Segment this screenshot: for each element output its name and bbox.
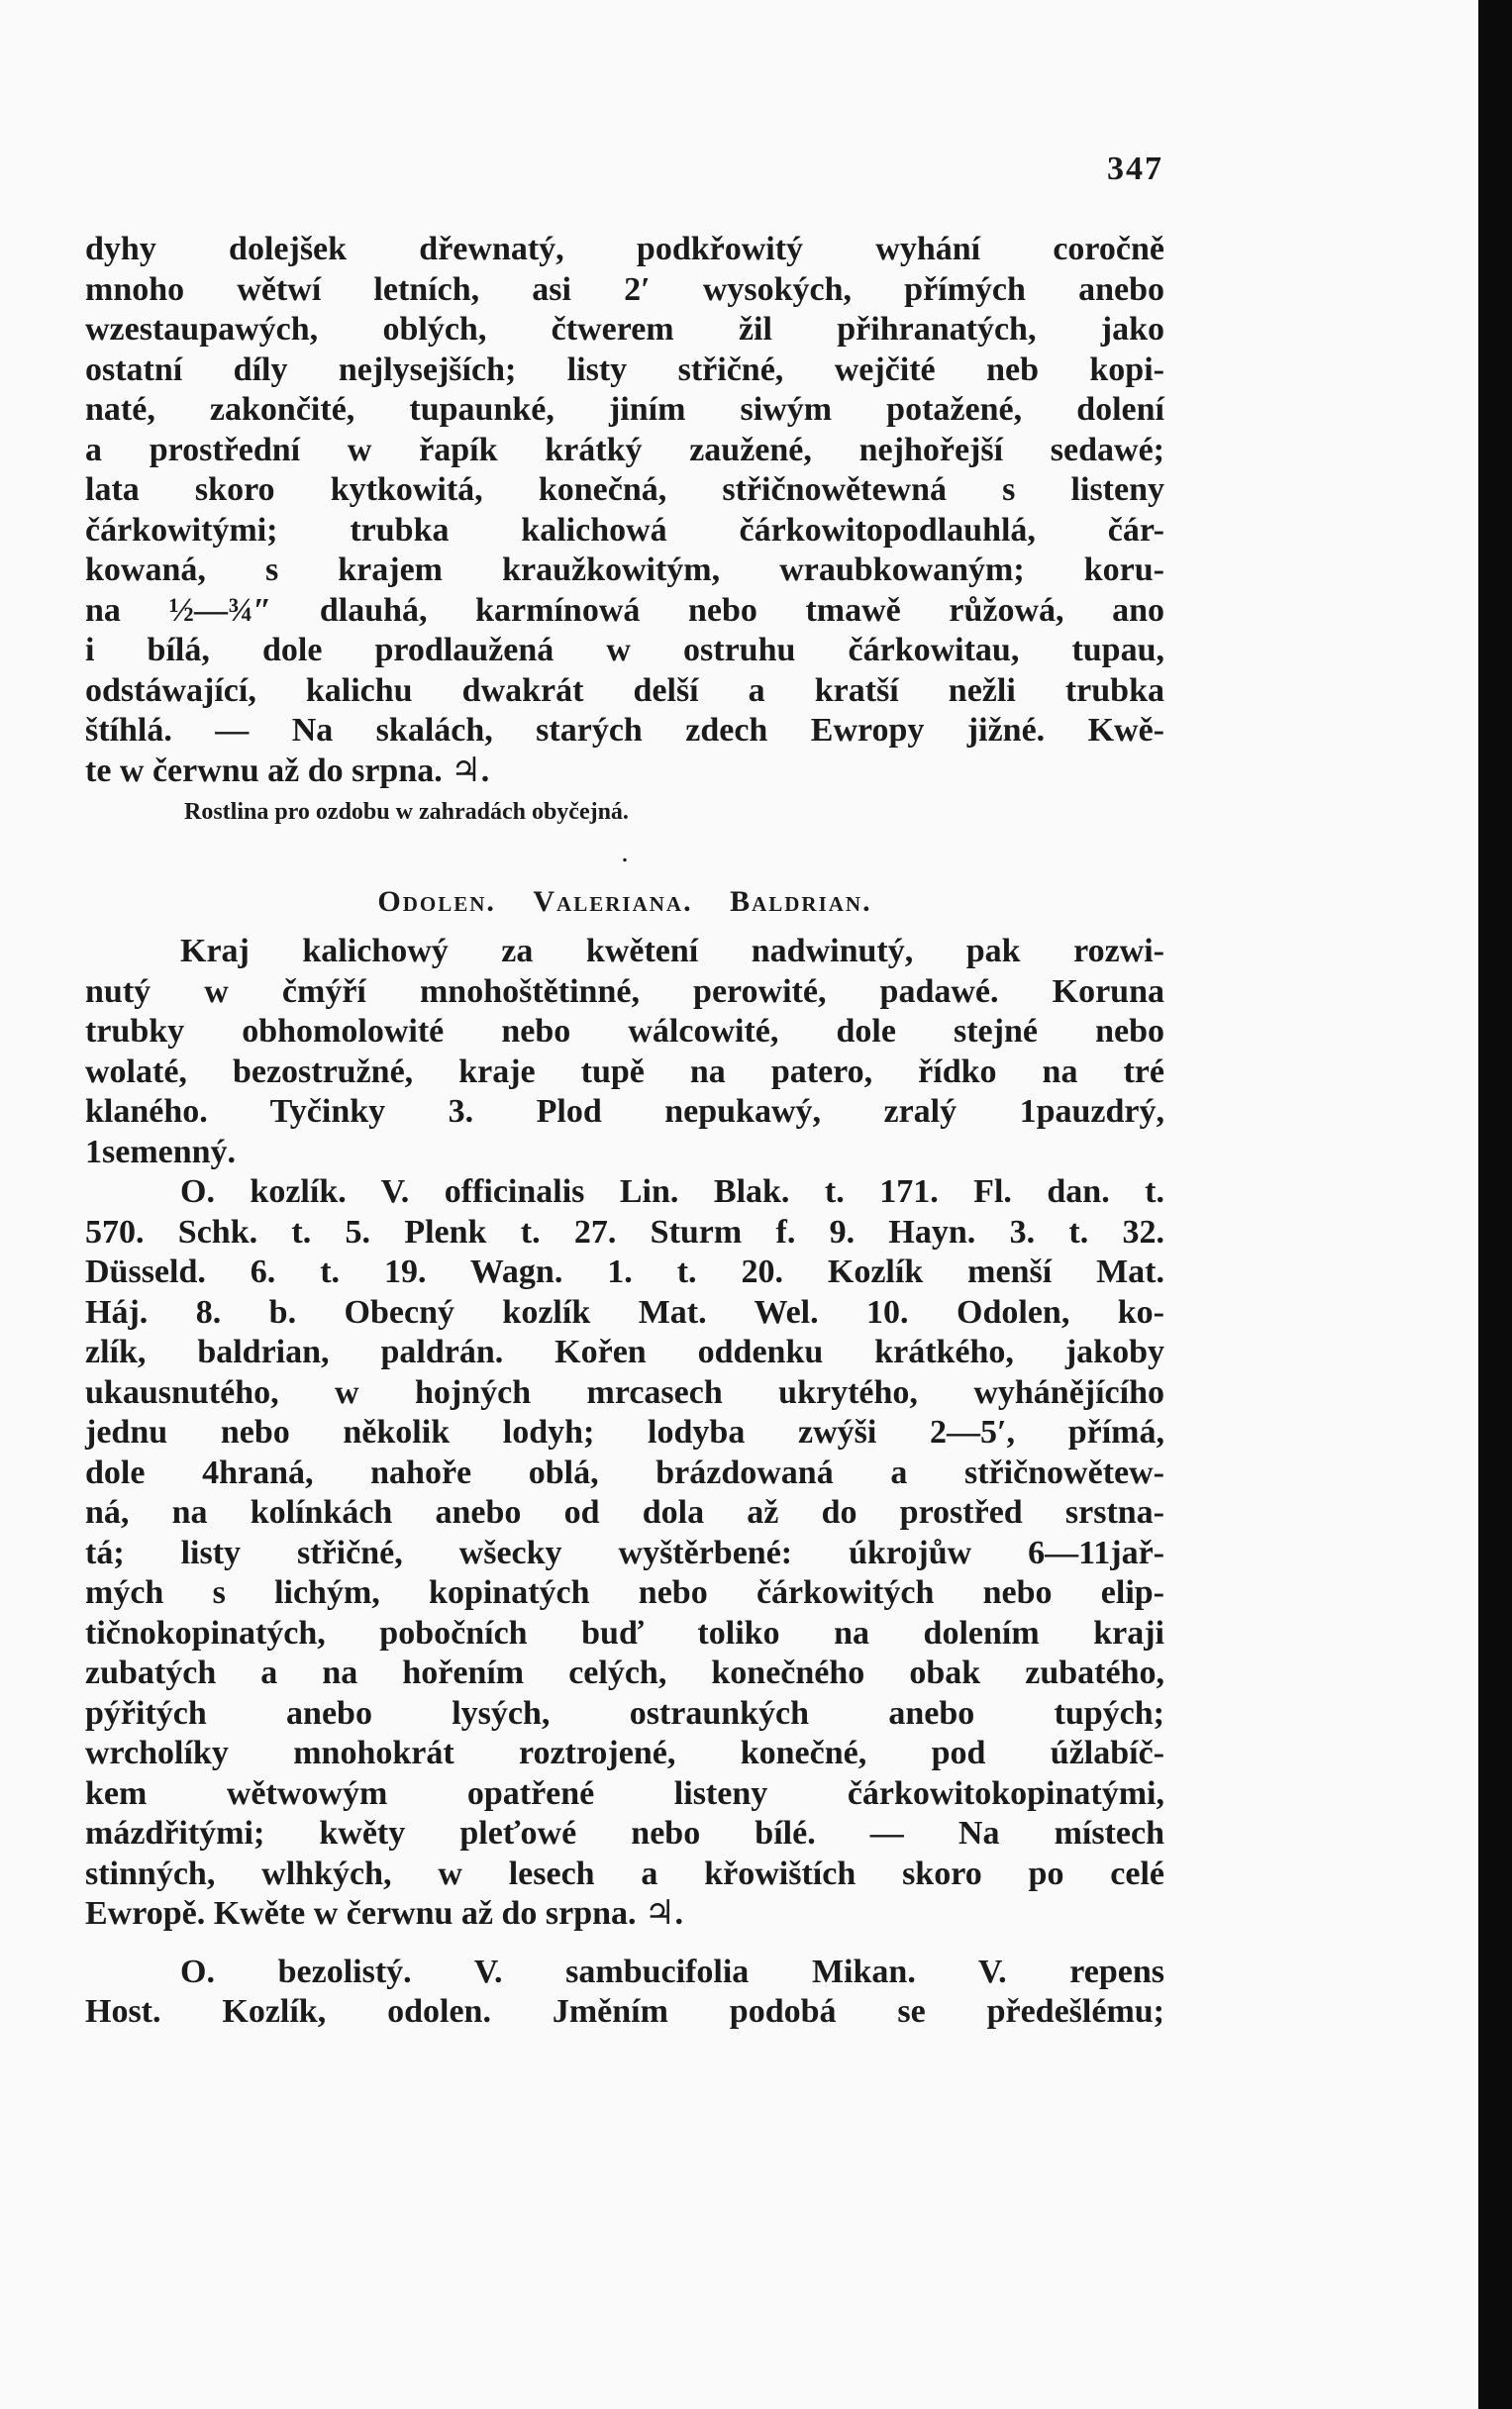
text-line: te w čerwnu až do srpna. ♃. — [85, 752, 490, 789]
text-line: mázdřitými; kwěty pleťowé nebo bílé. — Na místech — [85, 1815, 1164, 1852]
text-line: zubatých a na hořením celých, konečného obak zubatého, — [85, 1655, 1164, 1691]
genus-name-latin: Valeriana. — [533, 885, 693, 918]
text-line: Düsseld. 6. t. 19. Wagn. 1. t. 20. Kozlík menší Mat. — [85, 1254, 1164, 1290]
genus-description — [85, 932, 1164, 1172]
text-line: mnoho wětwí letních, asi 2′ wysokých, přímých anebo — [85, 270, 1164, 308]
species-bezolisty — [85, 1953, 1164, 2033]
text-line: lata skoro kytkowitá, konečná, střičnowětewná s listeny — [85, 471, 1164, 508]
text-line: 1semenný. — [85, 1133, 237, 1170]
text-line: mých s lichým, kopinatých nebo čárkowitých nebo elip- — [85, 1574, 1164, 1611]
text-line: jednu nebo několik lodyh; lodyba zwýši 2—5′, přímá, — [85, 1414, 1164, 1451]
separator-dot: . — [621, 836, 629, 868]
text-line: pýřitých anebo lysých, ostraunkých anebo tupých; — [85, 1694, 1164, 1732]
text-line: naté, zakončité, tupaunké, jiním siwým potažené, dolení — [85, 391, 1164, 428]
text-line: i bílá, dole prodlaužená w ostruhu čárkowitau, tupau, — [85, 632, 1164, 668]
text-line: a prostřední w řapík krátký zaužené, nejhořejší sedawé; — [85, 431, 1164, 468]
text-line: kowaná, s krajem kraužkowitým, wraubkowaným; koru- — [85, 552, 1164, 588]
page-text — [85, 230, 1164, 2033]
genus-name-czech: Odolen. — [377, 885, 496, 918]
text-line: ostatní díly nejlysejších; listy střičné, wejčité neb kopi- — [85, 351, 1164, 388]
species-kozlik — [85, 1172, 1164, 1935]
text-line: wrcholíky mnohokrát roztrojené, konečné, pod úžlabíč- — [85, 1735, 1164, 1771]
text-line: tičnokopinatých, pobočních buď toliko na dolením kraji — [85, 1614, 1164, 1652]
text-line: na ½—¾″ dlauhá, karmínowá nebo tmawě růžowá, ano — [85, 591, 1164, 629]
text-line: 570. Schk. t. 5. Plenk t. 27. Sturm f. 9. Hayn. 3. t. 32. — [85, 1213, 1164, 1251]
page-number: 347 — [1107, 151, 1163, 187]
text-line: kem wětwowým opatřené listeny čárkowitokopinatými, — [85, 1774, 1164, 1812]
text-line: ná, na kolínkách anebo od dola až do prostřed srstna- — [85, 1494, 1164, 1531]
text-line: zlík, baldrian, paldrán. Kořen oddenku krátkého, jakoby — [85, 1334, 1164, 1370]
text-line: O. bezolistý. V. sambucifolia Mikan. V. repens — [180, 1953, 1164, 1990]
text-line: štíhlá. — Na skalách, starých zdech Ewropy jižné. Kwě- — [85, 712, 1164, 749]
paragraph-gap — [85, 1935, 1164, 1953]
text-line: Host. Kozlík, odolen. Jměním podobá se předešlému; — [85, 1993, 1164, 2030]
text-line: dyhy dolejšek dřewnatý, podkřowitý wyhání cоročně — [85, 231, 1164, 267]
text-line: Kraj kalichowý za kwětení nadwinutý, pak rozwi- — [180, 933, 1164, 969]
scan-border — [1478, 0, 1512, 2409]
genus-heading — [85, 872, 1164, 932]
text-line: Ewropě. Kwěte w čerwnu až do srpna. ♃. — [85, 1895, 684, 1932]
paragraph-1 — [85, 230, 1164, 791]
text-line: Háj. 8. b. Obecný kozlík Mat. Wel. 10. Odolen, ko- — [85, 1293, 1164, 1331]
text-line: stinných, wlhkých, w lesech a křowištích skoro po celé — [85, 1855, 1164, 1892]
text-line: čárkowitými; trubka kalichowá čárkowitopodlauhlá, čár- — [85, 511, 1164, 549]
text-line: dole 4hraná, nahoře oblá, brázdowaná a střičnowětew- — [85, 1454, 1164, 1491]
genus-name-german: Baldrian. — [730, 885, 872, 918]
cultivation-note: Rostlina pro ozdobu w zahradách obyčejná. — [184, 799, 629, 825]
text-line: ukausnutého, w hojných mrcasech ukrytého, wyhánějícího — [85, 1373, 1164, 1411]
text-line: wolaté, bezostružné, kraje tupě na patero, řídko na tré — [85, 1053, 1164, 1090]
text-line: klaného. Tyčinky 3. Plod nepukawý, zralý 1pauzdrý, — [85, 1093, 1164, 1130]
text-line: wzestaupawých, oblých, čtwerem žil přihranatých, jako — [85, 311, 1164, 348]
text-line: odstáwající, kalichu dwakrát delší a kratší nežli trubka — [85, 671, 1164, 709]
text-line: O. kozlík. V. officinalis Lin. Blak. t. 171. Fl. dan. t. — [180, 1173, 1164, 1210]
text-line: trubky obhomolowité nebo wálcowité, dole stejné nebo — [85, 1013, 1164, 1050]
text-line: tá; listy střičné, wšecky wyštěrbené: úkrojůw 6—11jař- — [85, 1534, 1164, 1571]
text-line: nutý w čmýří mnohoštětinné, perowité, padawé. Koruna — [85, 972, 1164, 1010]
